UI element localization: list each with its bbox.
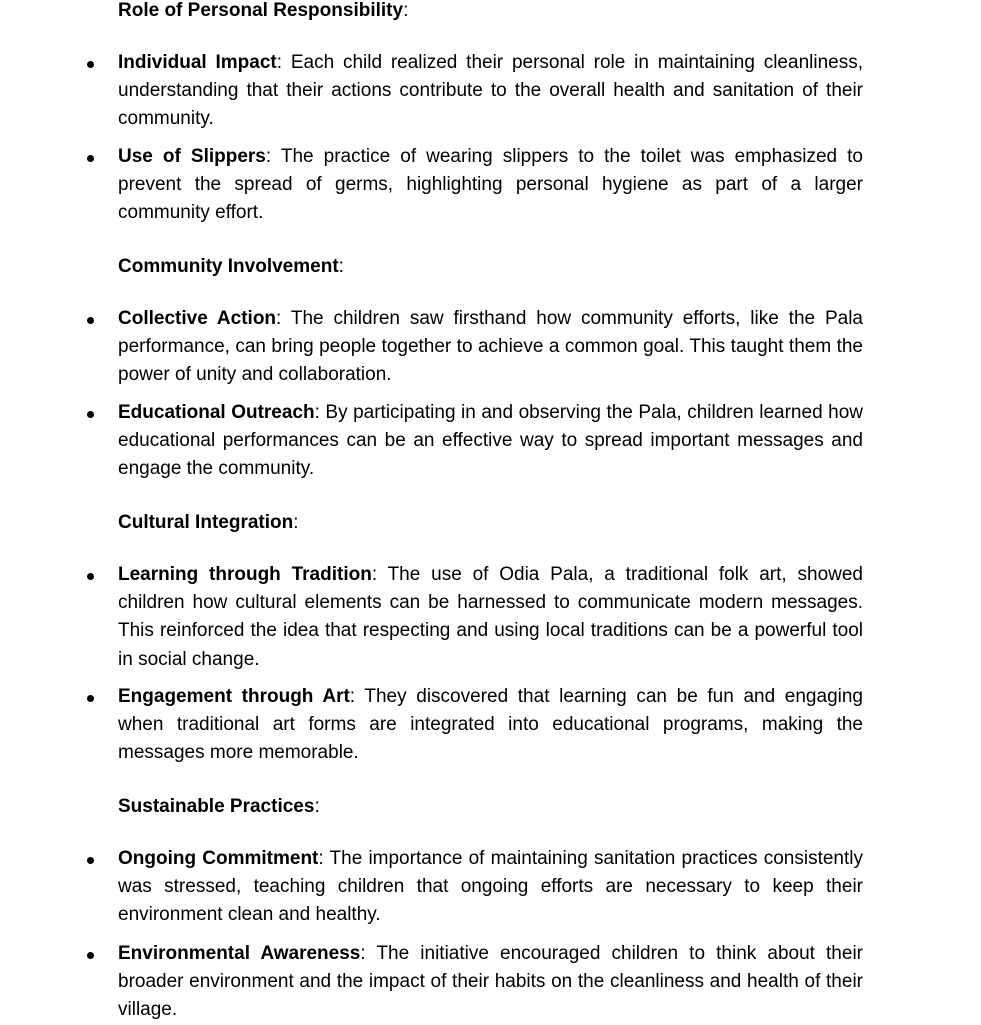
item-text: The importance of maintaining sanitation practices consistently was stressed, teaching children that ongoing efforts are necessary to keep their environment clean and healthy.	[118, 848, 863, 926]
bullet-icon	[87, 411, 94, 418]
section-heading-text: Sustainable Practices	[118, 796, 315, 817]
item-term: Ongoing Commitment	[118, 848, 319, 869]
section-heading: Role of Personal Responsibility:	[118, 0, 409, 21]
item-term: Individual Impact	[118, 52, 277, 73]
section-heading-text: Cultural Integration	[118, 512, 294, 533]
bullet-icon	[87, 317, 94, 324]
item-term: Educational Outreach	[118, 402, 315, 423]
bullet-icon	[87, 695, 94, 702]
bullet-icon	[87, 857, 94, 864]
section-heading: Sustainable Practices:	[118, 796, 320, 817]
item-text: The practice of wearing slippers to the toilet was emphasized to prevent the spread of germs, highlighting personal hygiene as part of a larger community effort.	[118, 146, 863, 224]
item-term: Environmental Awareness	[118, 943, 361, 964]
section-heading-text: Community Involvement	[118, 256, 339, 277]
item-term: Engagement through Art	[118, 686, 350, 707]
list-item: Environmental Awareness: The initiative encouraged children to think about their broader environment and the impact of their habits on the cleanliness and health of their village.	[118, 943, 863, 1021]
list-item: Educational Outreach: By participating in and observing the Pala, children learned how educational performances can be an effective way to spread important messages and engage the community.	[118, 402, 864, 480]
item-term: Learning through Tradition	[118, 564, 372, 585]
section-heading-text: Role of Personal Responsibility	[118, 0, 404, 21]
item-text: The children saw firsthand how community efforts, like the Pala performance, can bring people together to achieve a common goal. This taught them the power of unity and collaboration.	[118, 308, 863, 386]
item-text: The use of Odia Pala, a traditional folk art, showed children how cultural elements can be harnessed to communicate modern messages. This reinforced the idea that respecting and using local traditions can be a powerful tool in social change.	[118, 564, 863, 670]
bullet-icon	[87, 573, 94, 580]
list-item: Engagement through Art: They discovered that learning can be fun and engaging when traditional art forms are integrated into educational programs, making the messages more memorable.	[118, 686, 863, 764]
section-heading: Cultural Integration:	[118, 512, 299, 533]
item-text: By participating in and observing the Pala, children learned how educational performances can be an effective way to spread important messages and engage the community.	[118, 402, 864, 480]
list-item: Individual Impact: Each child realized their personal role in maintaining cleanliness, understanding that their actions contribute to the overall health and sanitation of their community.	[118, 52, 863, 130]
item-text: They discovered that learning can be fun and engaging when traditional art forms are integrated into educational programs, making the messages more memorable.	[118, 686, 863, 764]
bullet-icon	[87, 952, 94, 959]
list-item: Use of Slippers: The practice of wearing slippers to the toilet was emphasized to prevent the spread of germs, highlighting personal hygiene as part of a larger community effort.	[118, 146, 863, 224]
item-text: The initiative encouraged children to think about their broader environment and the impact of their habits on the cleanliness and health of their village.	[118, 943, 863, 1021]
list-item: Ongoing Commitment: The importance of maintaining sanitation practices consistently was stressed, teaching children that ongoing efforts are necessary to keep their environment clean and healthy.	[118, 848, 863, 926]
item-term: Collective Action	[118, 308, 277, 329]
item-term: Use of Slippers	[118, 146, 266, 167]
bullet-icon	[87, 61, 94, 68]
list-item: Learning through Tradition: The use of Odia Pala, a traditional folk art, showed children how cultural elements can be harnessed to communicate modern messages. This reinforced the idea that respecting and using local traditions can be a powerful tool in social change.	[118, 564, 863, 670]
section-heading: Community Involvement:	[118, 256, 344, 277]
bullet-icon	[87, 155, 94, 162]
item-text: Each child realized their personal role in maintaining cleanliness, understanding that their actions contribute to the overall health and sanitation of their community.	[118, 52, 863, 130]
list-item: Collective Action: The children saw firsthand how community efforts, like the Pala performance, can bring people together to achieve a common goal. This taught them the power of unity and collaboration.	[118, 308, 863, 386]
